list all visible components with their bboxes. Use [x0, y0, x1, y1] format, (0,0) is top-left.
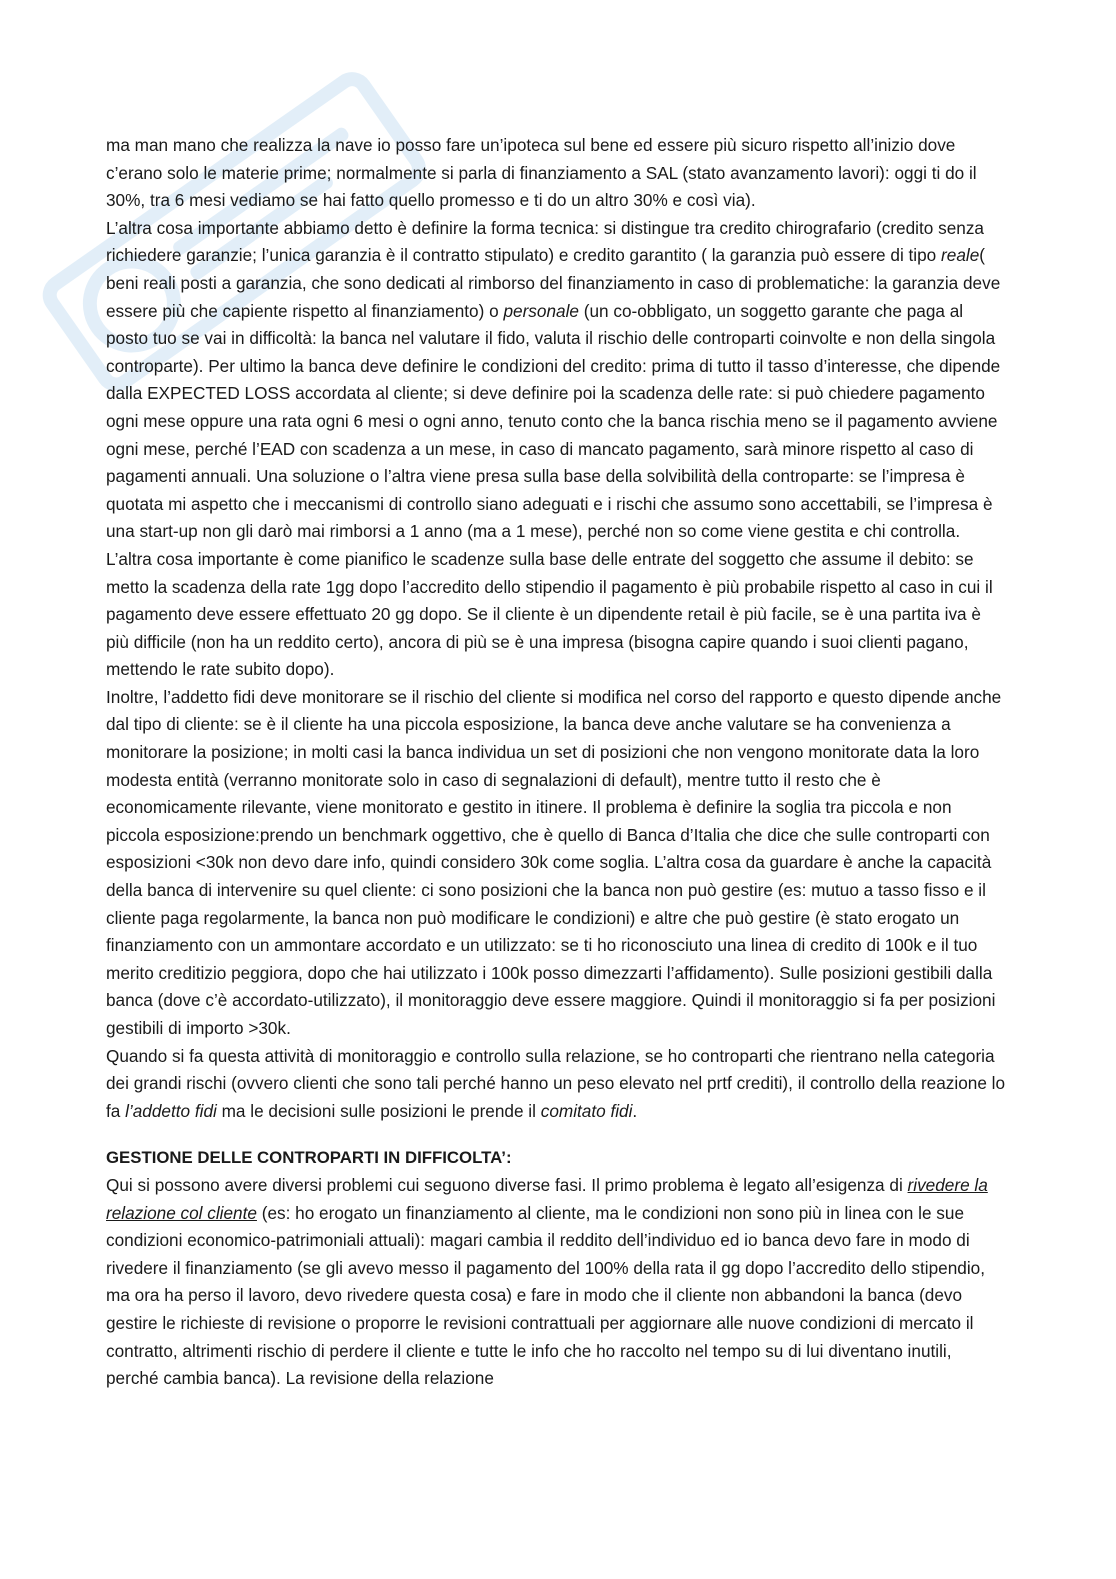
paragraph-6: [106, 1172, 1006, 1393]
term-personale: personale: [503, 300, 579, 321]
paragraph-2: [106, 215, 1006, 546]
term-rivedere-relazione: rivedere la relazione col cliente: [106, 1174, 988, 1223]
term-comitato-fidi: comitato fidi: [540, 1100, 633, 1121]
paragraph-3: L’altra cosa importante è come pianifico le scadenze sulla base delle entrate del soggetto che assume il debito: se metto la scadenza della rate 1gg dopo l’accredito dello stipendio il pagamento è più probabile rispetto al caso in cui il pagamento deve essere effettuato 20 gg dopo. Se il cliente è un dipendente retail è più facile, se è una partita iva è più difficile (non ha un reddito certo), ancora di più se è una impresa (bisogna capire quando i suoi clienti pagano, mettendo le rate subito dopo).: [106, 548, 993, 680]
paragraph-5-text-a: Quando si fa questa attività di monitoraggio e controllo sulla relazione, se ho controparti che rientrano nella categoria dei grandi rischi (ovvero clienti che sono tali perché hanno un peso elevato nel prtf crediti), il controllo della reazione lo fa: [106, 1045, 1006, 1121]
document-body: [106, 132, 1006, 1393]
paragraph-2-text-c: (un co-obbligato, un soggetto garante che paga al posto tuo se vai in difficoltà: la banca nel valutare il fido, valuta il rischio delle controparti coinvolte e non della singola controparte). Per ultimo la banca deve definire le condizioni del credito: prima di tutto il tasso d’interesse, che dipende dalla EXPECTED LOSS accordata al cliente; si deve definire poi la scadenza delle rate: si può chiedere pagamento ogni mese oppure una rata ogni 6 mesi o ogni anno, tenuto conto che la banca rischia meno se il pagamento avviene ogni mese, perché l’EAD con scadenza a un mese, in caso di mancato pagamento, sarà minore rispetto al caso di pagamenti annuali. Una soluzione o l’altra viene presa sulla base della solvibilità della controparte: se l’impresa è quotata mi aspetto che i meccanismi di controllo siano adeguati e i rischi che assumo sono accettabili, se l’impresa è una start-up non gli darò mai rimborsi a 1 anno (ma a 1 mese), perché non so come viene gestita e chi controlla.: [106, 300, 1001, 542]
paragraph-5-text-c: .: [632, 1100, 638, 1121]
term-addetto-fidi: l’addetto fidi: [125, 1100, 217, 1121]
paragraph-6-text-a: Qui si possono avere diversi problemi cui seguono diverse fasi. Il primo problema è legato all’esigenza di: [106, 1174, 908, 1195]
paragraph-5: [106, 1043, 1006, 1126]
paragraph-4: Inoltre, l’addetto fidi deve monitorare se il rischio del cliente si modifica nel corso del rapporto e questo dipende anche dal tipo di cliente: se è il cliente ha una piccola esposizione, la banca deve anche valutare se ha convenienza a monitorare la posizione; in molti casi la banca individua un set di posizioni che non vengono monitorate data la loro modesta entità (verranno monitorate solo in caso di segnalazioni di default), mentre tutto il resto che è economicamente rilevante, viene monitorato e gestito in itinere. Il problema è definire la soglia tra piccola e non piccola esposizione:prendo un benchmark oggettivo, che è quello di Banca d’Italia che dice che sulle controparti con esposizioni <30k non devo dare info, quindi considero 30k come soglia. L’altra cosa da guardare è anche la capacità della banca di intervenire su quel cliente: ci sono posizioni che la banca non può gestire (es: mutuo a tasso fisso e il cliente paga regolarmente, la banca non può modificare le condizioni) e altre che può gestire (è stato erogato un finanziamento con un ammontare accordato e un utilizzato: se ti ho riconosciuto una linea di credito di 100k e il tuo merito creditizio peggiora, dopo che hai utilizzato i 100k posso dimezzarti l’affidamento). Sulle posizioni gestibili dalla banca (dove c’è accordato-utilizzato), il monitoraggio deve essere maggiore. Quindi il monitoraggio si fa per posizioni gestibili di importo >30k.: [106, 686, 1002, 1038]
paragraph-5-text-b: ma le decisioni sulle posizioni le prende il: [216, 1100, 541, 1121]
paragraph-2-text-b: ( beni reali posti a garanzia, che sono dedicati al rimborso del finanziamento in caso di problematiche: la garanzia deve essere più che capiente rispetto al finanziamento) o: [106, 245, 1001, 321]
section-heading: GESTIONE DELLE CONTROPARTI IN DIFFICOLTA’:: [106, 1148, 512, 1168]
paragraph-6-text-b: (es: ho erogato un finanziamento al cliente, ma le condizioni non sono più in linea con le sue condizioni economico-patrimoniali attuali): magari cambia il reddito dell’individuo ed io banca devo fare in modo di rivedere il finanziamento (se gli avevo messo il pagamento del 100% della rata il gg dopo l’accredito dello stipendio, ma ora ha perso il lavoro, devo rivedere questa cosa) e fare in modo che il cliente non abbandoni la banca (devo gestire le richieste di revisione o proporre le revisioni contrattuali per aggiornare alle nuove condizioni di mercato il contratto, altrimenti rischio di perdere il cliente e tutte le info che ho raccolto nel tempo su di lui diventano inutili, perché cambia banca). La revisione della relazione: [106, 1202, 985, 1389]
paragraph-1: ma man mano che realizza la nave io posso fare un’ipoteca sul bene ed essere più sicuro rispetto all’inizio dove c’erano solo le materie prime; normalmente si parla di finanziamento a SAL (stato avanzamento lavori): oggi ti do il 30%, tra 6 mesi vediamo se hai fatto quello promesso e ti do un altro 30% e così via).: [106, 135, 977, 211]
term-reale: reale: [941, 245, 980, 266]
paragraph-2-text-a: L’altra cosa importante abbiamo detto è definire la forma tecnica: si distingue tra credito chirografario (credito senza richiedere garanzie; l’unica garanzia è il contratto stipulato) e credito garantito ( la garanzia può essere di tipo: [106, 217, 984, 266]
